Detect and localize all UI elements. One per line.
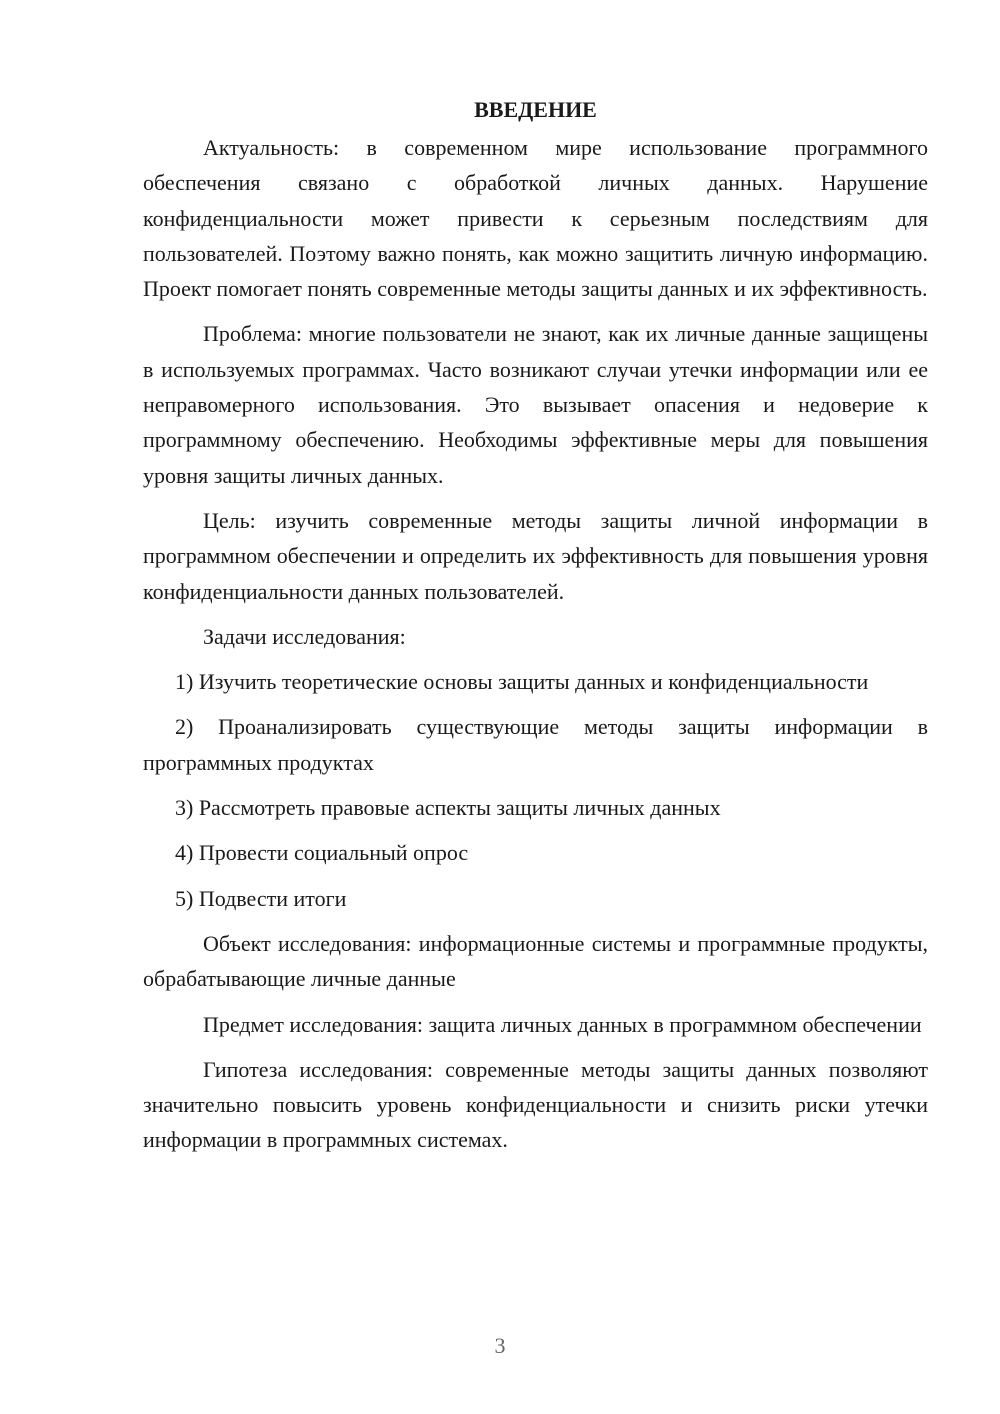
task-item-5: 5) Подвести итоги: [175, 885, 347, 911]
task-item-1: 1) Изучить теоретические основы защиты данных и конфиденциальности: [175, 669, 869, 695]
relevance-paragraph: Актуальность: в современном мире использование программного обеспечения связано с обработкой личных данных. Нарушение конфиденциальности может привести к серьезным последствиям для пользователей. Поэтому важно понять, как можно защитить личную информацию. Проект помогает понять современные методы защиты данных и их эффективность.: [143, 135, 928, 302]
page-number: 3: [494, 1333, 506, 1358]
task-item-4: 4) Провести социальный опрос: [175, 840, 469, 866]
tasks-heading: Задачи исследования:: [203, 623, 406, 649]
goal-paragraph: Цель: изучить современные методы защиты личной информации в программном обеспечении и определить их эффективность для повышения уровня конфиденциальности данных пользователей.: [143, 507, 928, 604]
object-paragraph: Объект исследования: информационные системы и программные продукты, обрабатывающие личные данные: [143, 930, 928, 992]
task-item-3: 3) Рассмотреть правовые аспекты защиты личных данных: [175, 795, 721, 821]
problem-paragraph: Проблема: многие пользователи не знают, как их личные данные защищены в используемых программах. Часто возникают случаи утечки информации или ее неправомерного использования. Это вызывает опасения и недоверие к программному обеспечению. Необходимы эффективные меры для повышения уровня защиты личных данных.: [143, 321, 928, 488]
hypothesis-paragraph: Гипотеза исследования: современные методы защиты данных позволяют значительно повысить уровень конфиденциальности и снизить риски утечки информации в программных системах.: [143, 1056, 928, 1153]
task-item-2: 2) Проанализировать существующие методы защиты информации в программных продуктах: [143, 714, 928, 775]
subject-paragraph: Предмет исследования: защита личных данных в программном обеспечении: [203, 1011, 922, 1037]
section-title: ВВЕДЕНИЕ: [474, 97, 597, 122]
page-content: [143, 92, 928, 1168]
